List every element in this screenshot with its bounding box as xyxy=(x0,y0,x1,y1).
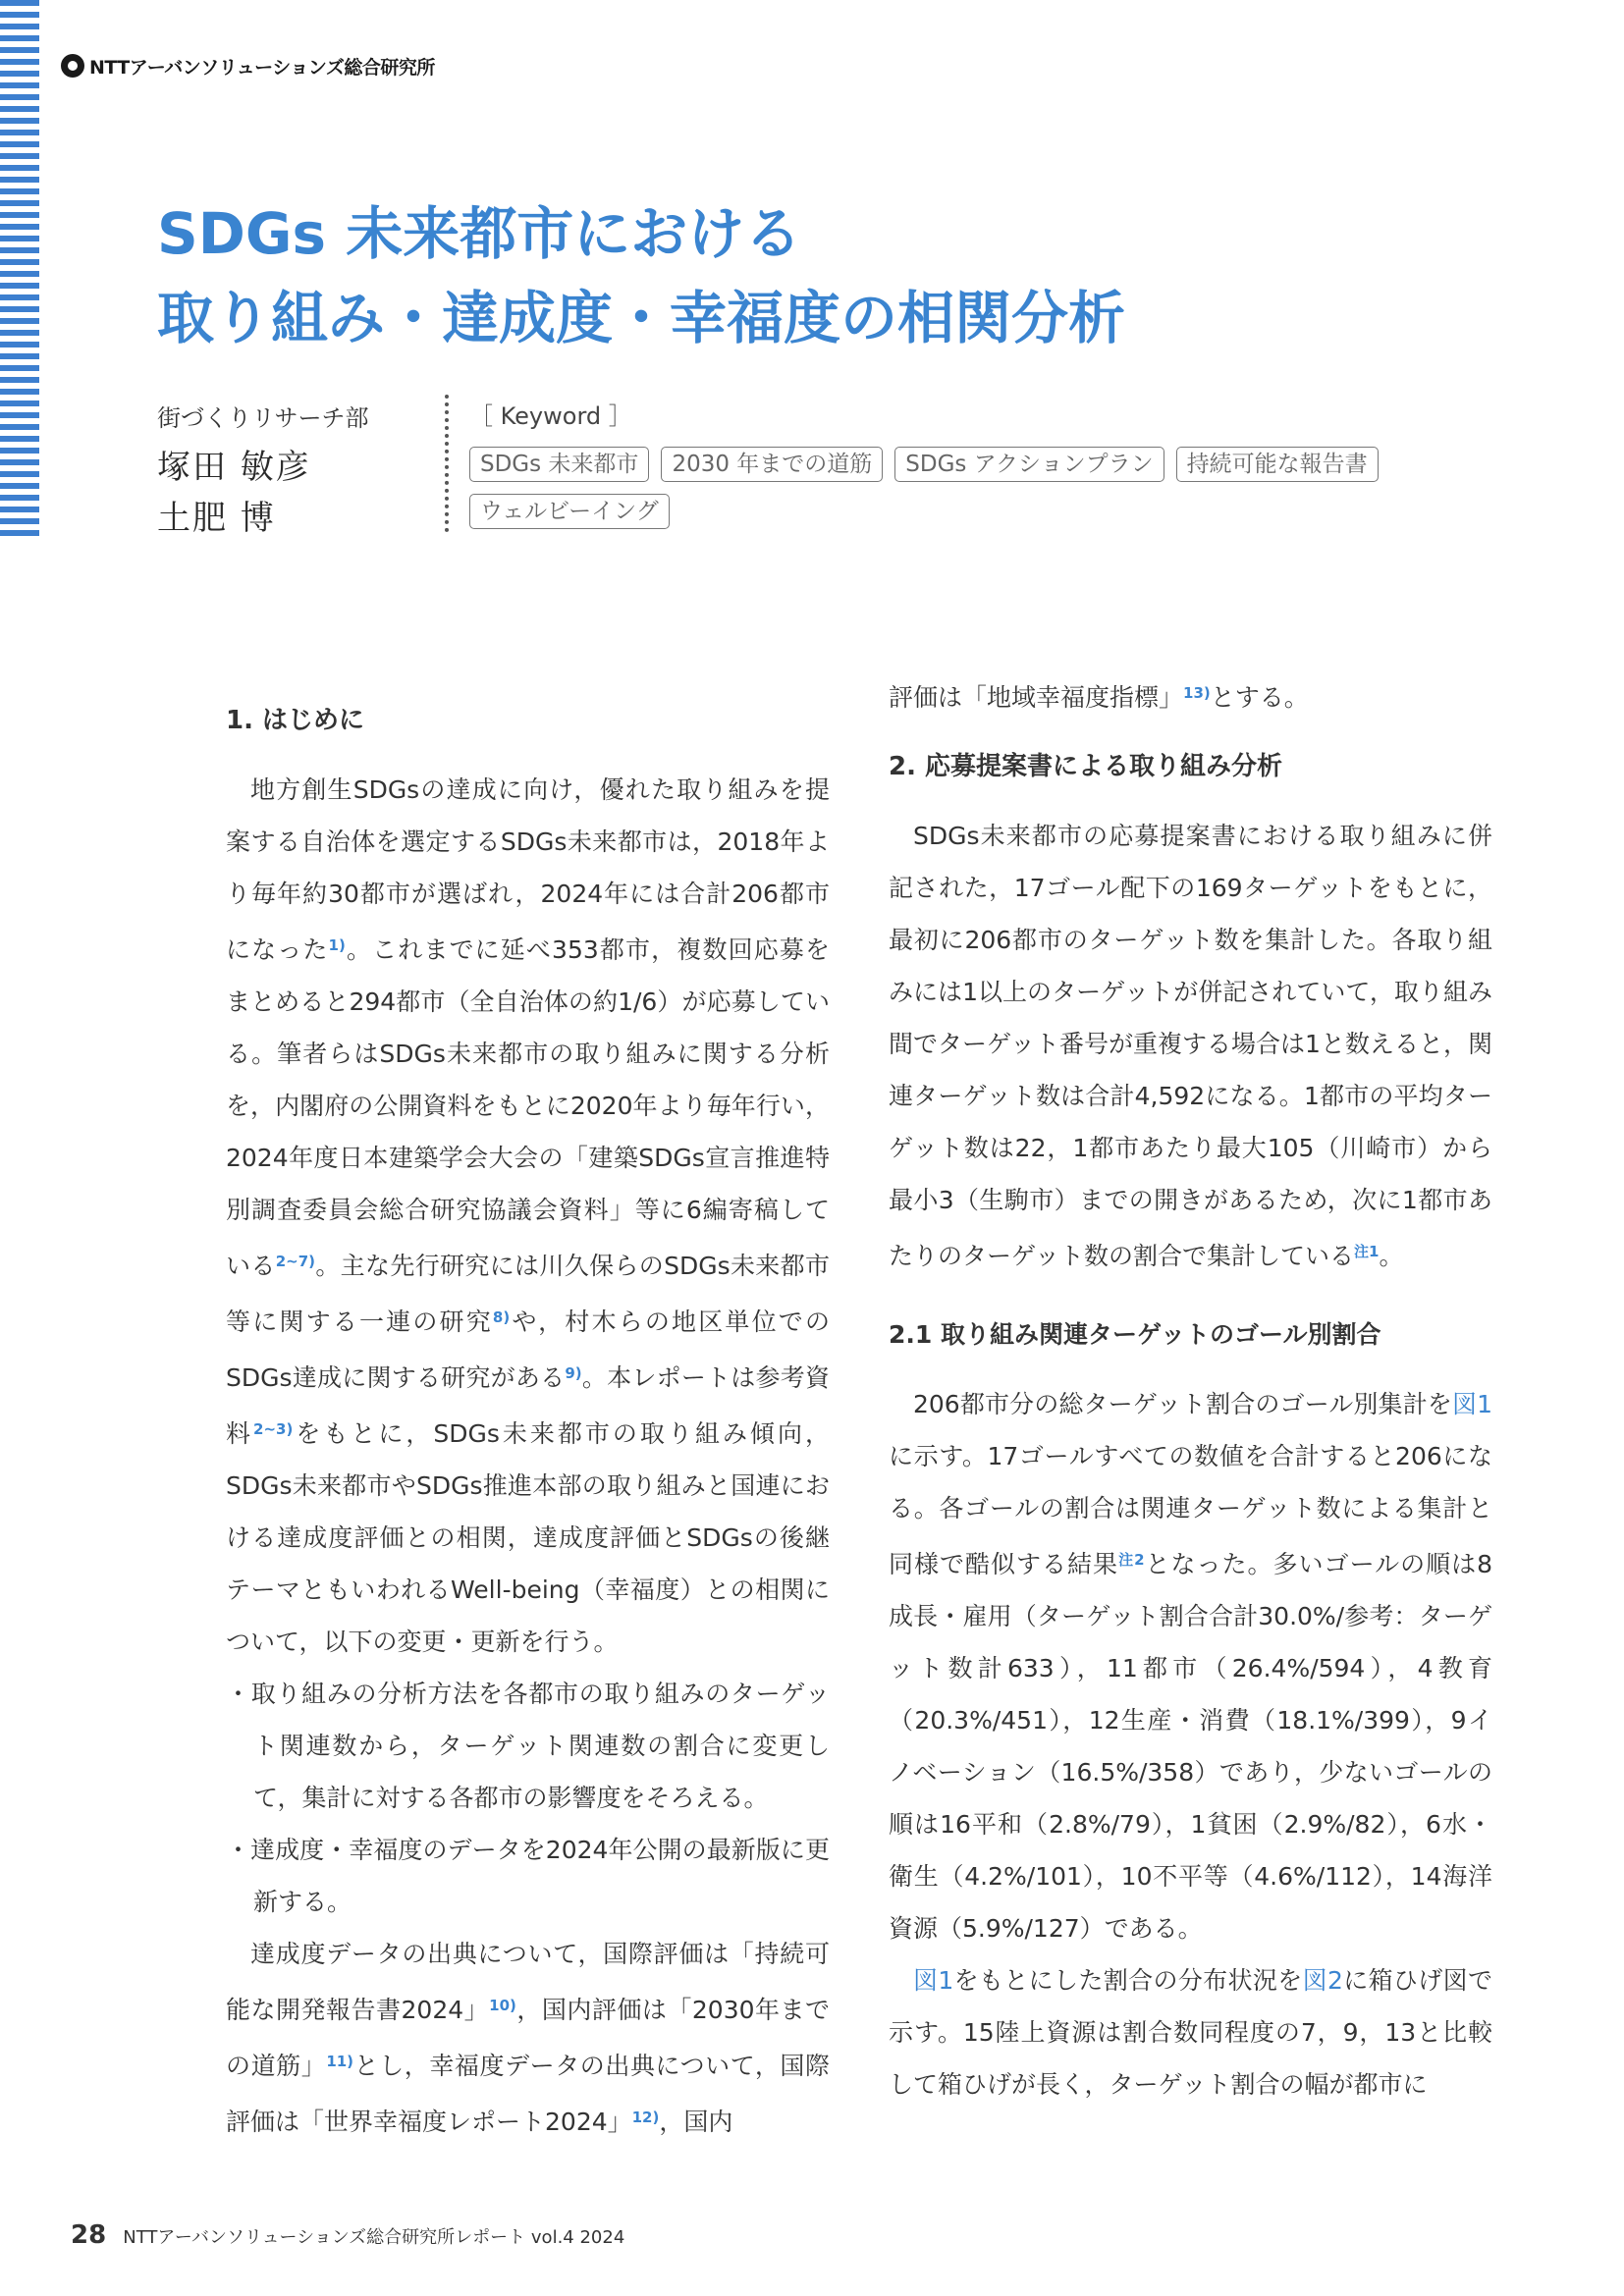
subsection-heading-goal-ratio: 2.1 取り組み関連ターゲットのゴール別割合 xyxy=(889,1320,1381,1349)
reference-marker: 10) xyxy=(489,1997,516,2014)
page-number: 28 xyxy=(71,2220,107,2250)
goal-ratio-paragraph: 206都市分の総ターゲット割合のゴール別集計を図1に示す。17ゴールすべての数値を合計すると206になる。各ゴールの割合は関連ターゲット数による集計と同様で酷似する結果$^{注2}$となった。多いゴールの順は8成長・雇用（ターゲット割合合計30.0%/参考：ターゲット数計633），11都市（26.4%/594），4教育（20.3%/451），12生産・消費（18.1%/399），9イノベーション（16.5%/358）であり，少ないゴールの順は16平和（2.8%/79），1貧困（2.9%/82），6水・衛生（4.2%/101），10不平等（4.6%/112），14海洋資源（5.9%/127）である。 xyxy=(889,1390,1492,1943)
boxplot-paragraph: 図1をもとにした割合の分布状況を図2に箱ひげ図で示す。15陸上資源は割合数同程度の7，9，13と比較して箱ひげが長く，ターゲット割合の幅が都市に xyxy=(889,1966,1492,2099)
reference-marker: 9) xyxy=(565,1364,582,1382)
decorative-stripe-bar xyxy=(0,0,39,542)
figure-reference[interactable]: 図2 xyxy=(1302,1966,1343,1995)
figure-reference[interactable]: 図1 xyxy=(913,1966,954,1995)
ntt-logo-icon xyxy=(61,54,84,78)
figure-reference[interactable]: 図1 xyxy=(1451,1390,1492,1418)
author-department: 街づくりリサーチ部 xyxy=(157,404,369,432)
reference-marker: 11) xyxy=(326,2053,354,2070)
reference-marker: 1) xyxy=(328,936,346,954)
author-name: 塚田 敏彦 xyxy=(157,448,311,487)
org-logo-text: NTTアーバンソリューションズ総合研究所 xyxy=(89,56,435,79)
bullet-item: ・達成度・幸福度のデータを2024年公開の最新版に更新する。 xyxy=(226,1836,830,1916)
reference-marker: 2~7) xyxy=(275,1253,315,1270)
keyword-tag: 2030 年までの道筋 xyxy=(661,447,883,482)
reference-marker: 8) xyxy=(492,1308,511,1326)
continued-paragraph: 評価は「地域幸福度指標」$^{13)}$とする。 xyxy=(889,683,1309,712)
author-name: 土肥 博 xyxy=(157,499,276,538)
keyword-tag: ウェルビーイング xyxy=(469,494,670,529)
reference-marker: 12) xyxy=(631,2109,660,2126)
dotted-divider xyxy=(445,395,449,532)
article-title-line1: SDGs 未来都市における xyxy=(157,200,802,267)
note-marker: 注2 xyxy=(1118,1551,1145,1569)
intro-paragraph: 地方創生SDGsの達成に向け，優れた取り組みを提案する自治体を選定するSDGs未来都市は，2018年より毎年約30都市が選ばれ，2024年には合計206都市になった$^{1)}$。これまでに延べ353都市，複数回応募をまとめると294都市（全自治体の約1/6）が応募している。筆者らはSDGs未来都市の取り組みに関する分析を，内閣府の公開資料をもとに2020年より毎年行い，2024年度日本建築学会大会の「建築SDGs宣言推進特別調査委員会総合研究協議会資料」等に6編寄稿している$^{2\sim 7)}$。主な先行研究には川久保らのSDGs未来都市等に関する一連の研究$^{8)}$や，村木らの地区単位でのSDGs達成に関する研究がある$^{9)}$。本レポートは参考資料$^{2\sim 3)}$をもとに，SDGs未来都市の取り組み傾向，SDGs未来都市やSDGs推進本部の取り組みと国連における達成度評価との相関，達成度評価とSDGsの後継テーマともいわれるWell-being（幸福度）との相関について，以下の変更・更新を行う。 xyxy=(226,775,830,1656)
keyword-tag: 持続可能な報告書 xyxy=(1176,447,1379,482)
section-heading-intro: 1. はじめに xyxy=(226,706,365,735)
keyword-tags xyxy=(469,447,1461,529)
section-heading-proposal-analysis: 2. 応募提案書による取り組み分析 xyxy=(889,752,1283,781)
keyword-heading: ［ Keyword ］ xyxy=(469,402,632,430)
proposal-analysis-paragraph: SDGs未来都市の応募提案書における取り組みに併記された，17ゴール配下の169ターゲットをもとに，最初に206都市のターゲット数を集計した。各取り組みには1以上のターゲットが併記されていて，取り組み間でターゲット番号が重複する場合は1と数えると，関連ターゲット数は合計4,592になる。1都市の平均ターゲット数は22，1都市あたり最大105（川崎市）から最小3（生駒市）までの開きがあるため，次に1都市あたりのターゲット数の割合で集計している$^{注1}$。 xyxy=(889,822,1492,1270)
left-column xyxy=(226,691,830,2148)
bullet-item: ・取り組みの分析方法を各都市の取り組みのターゲット関連数から，ターゲット関連数の割合に変更して，集計に対する各都市の影響度をそろえる。 xyxy=(226,1680,830,1812)
keyword-tag: SDGs アクションプラン xyxy=(894,447,1164,482)
data-source-paragraph: 達成度データの出典について，国際評価は「持続可能な開発報告書2024」$^{10)}$，国内評価は「2030年までの道筋」$^{11)}$とし，幸福度データの出典について，国際評価は「世界幸福度レポート2024」$^{12)}$，国内 xyxy=(226,1940,831,2136)
reference-marker: 2~3) xyxy=(253,1420,294,1438)
note-marker: 注1 xyxy=(1354,1243,1380,1260)
article-title xyxy=(157,191,1125,360)
keyword-tag: SDGs 未来都市 xyxy=(469,447,649,482)
page-footer xyxy=(71,2220,624,2250)
right-column xyxy=(889,667,1492,2110)
publication-name: NTTアーバンソリューションズ総合研究所レポート vol.4 2024 xyxy=(123,2227,625,2248)
article-title-line2: 取り組み・達成度・幸福度の相関分析 xyxy=(157,285,1126,351)
org-logo xyxy=(61,52,435,80)
reference-marker: 13) xyxy=(1183,684,1211,702)
